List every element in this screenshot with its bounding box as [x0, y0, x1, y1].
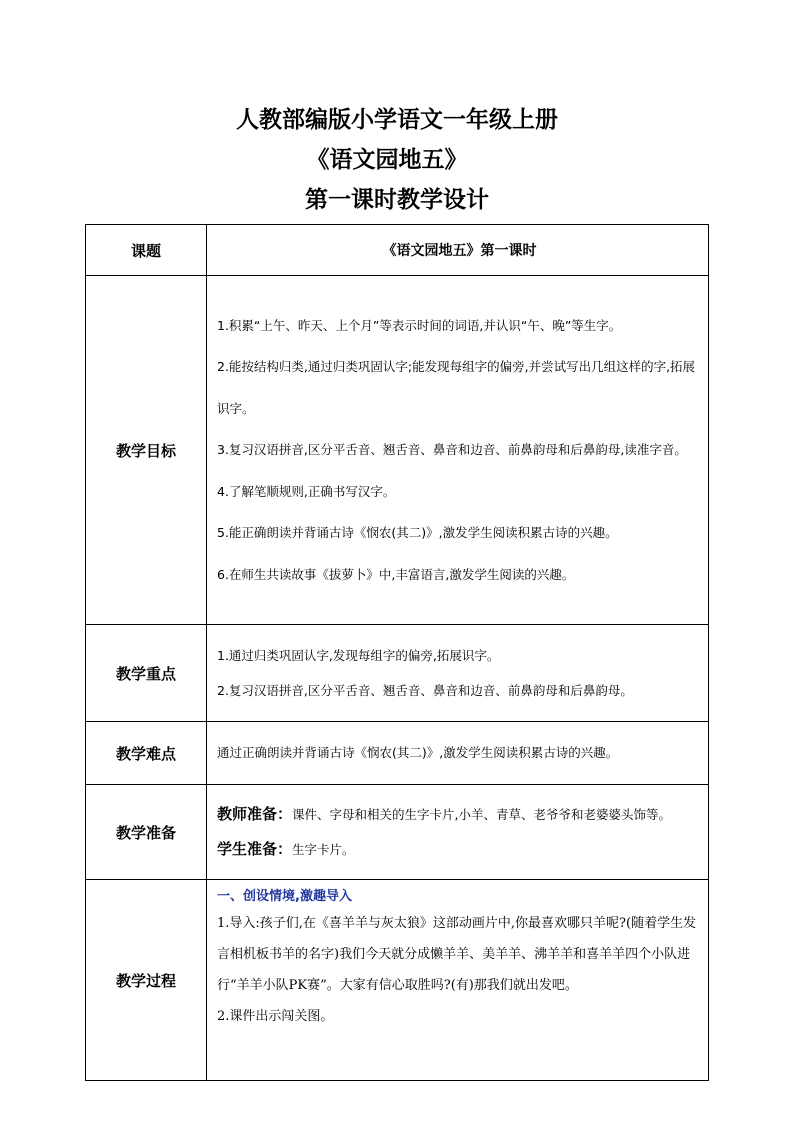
focus-item: 2.复习汉语拼音,区分平舌音、翘舌音、鼻音和边音、前鼻韵母和后鼻韵母。 [217, 683, 633, 698]
teacher-preparation-text: 课件、字母和相关的生字卡片,小羊、青草、老爷爷和老婆婆头饰等。 [292, 807, 671, 822]
table-row-process [86, 880, 709, 1081]
preparation-label: 教学准备 [86, 785, 207, 880]
topic-label: 课题 [86, 225, 207, 276]
difficulty-label: 教学难点 [86, 722, 207, 785]
process-label: 教学过程 [86, 880, 207, 1081]
table-row-difficulty [86, 722, 709, 785]
student-preparation-lead: 学生准备： [217, 840, 293, 858]
process-section-heading: 一、创设情境,激趣导入 [217, 889, 352, 904]
topic-value: 《语文园地五》第一课时 [207, 225, 709, 276]
teacher-preparation [217, 797, 702, 832]
table-row-focus [86, 625, 709, 722]
table-row-topic [86, 225, 709, 276]
title-line-grade: 人教部编版小学语文一年级上册 [236, 107, 558, 133]
focus-item: 1.通过归类巩固认字,发现每组字的偏旁,拓展识字。 [217, 648, 500, 663]
goal-item: 6.在师生共读故事《拔萝卜》中,丰富语言,激发学生阅读的兴趣。 [217, 566, 575, 582]
goal-item: 5.能正确朗读并背诵古诗《悯农(其二)》,激发学生阅读积累古诗的兴趣。 [217, 525, 618, 541]
difficulty-content [207, 722, 709, 785]
process-item: 2.课件出示闯关图。 [217, 1009, 334, 1024]
table-row-goals [86, 276, 709, 625]
goal-item: 2.能按结构归类,通过归类巩固认字;能发现每组字的偏旁,并尝试写出几组这样的字,拓展识字。 [217, 359, 696, 416]
title-line-unit: 《语文园地五》 [306, 147, 468, 173]
goals-label: 教学目标 [86, 276, 207, 625]
preparation-content [207, 785, 709, 880]
title-line-lesson: 第一课时教学设计 [305, 187, 489, 213]
difficulty-text: 通过正确朗读并背诵古诗《悯农(其二)》,激发学生阅读积累古诗的兴趣。 [217, 745, 619, 760]
document-title [0, 100, 794, 220]
process-wrap [217, 886, 702, 1062]
goal-item: 3.复习汉语拼音,区分平舌音、翘舌音、鼻音和边音、前鼻韵母和后鼻韵母,读准字音。 [217, 442, 687, 458]
goal-item: 1.积累“上午、昨天、上个月”等表示时间的词语,并认识“午、晚”等生字。 [217, 317, 622, 333]
student-preparation-text: 生字卡片。 [292, 842, 355, 857]
goals-content [207, 276, 709, 625]
goal-item: 4.了解笔顺规则,正确书写汉字。 [217, 483, 396, 499]
process-content [207, 880, 709, 1081]
lesson-plan-table [85, 224, 709, 1081]
table-row-preparation [86, 785, 709, 880]
focus-label: 教学重点 [86, 625, 207, 722]
process-item: 1.导入:孩子们,在《喜羊羊与灰太狼》这部动画片中,你最喜欢哪只羊呢?(随着学生发言相机板书羊的名字)我们今天就分成懒羊羊、美羊羊、沸羊羊和喜羊羊四个小队进行“羊羊小队PK赛”。大家有信心取胜吗?(有)那我们就出发吧。 [217, 916, 697, 993]
teacher-preparation-lead: 教师准备： [217, 805, 293, 823]
focus-content [207, 625, 709, 722]
student-preparation [217, 832, 702, 867]
